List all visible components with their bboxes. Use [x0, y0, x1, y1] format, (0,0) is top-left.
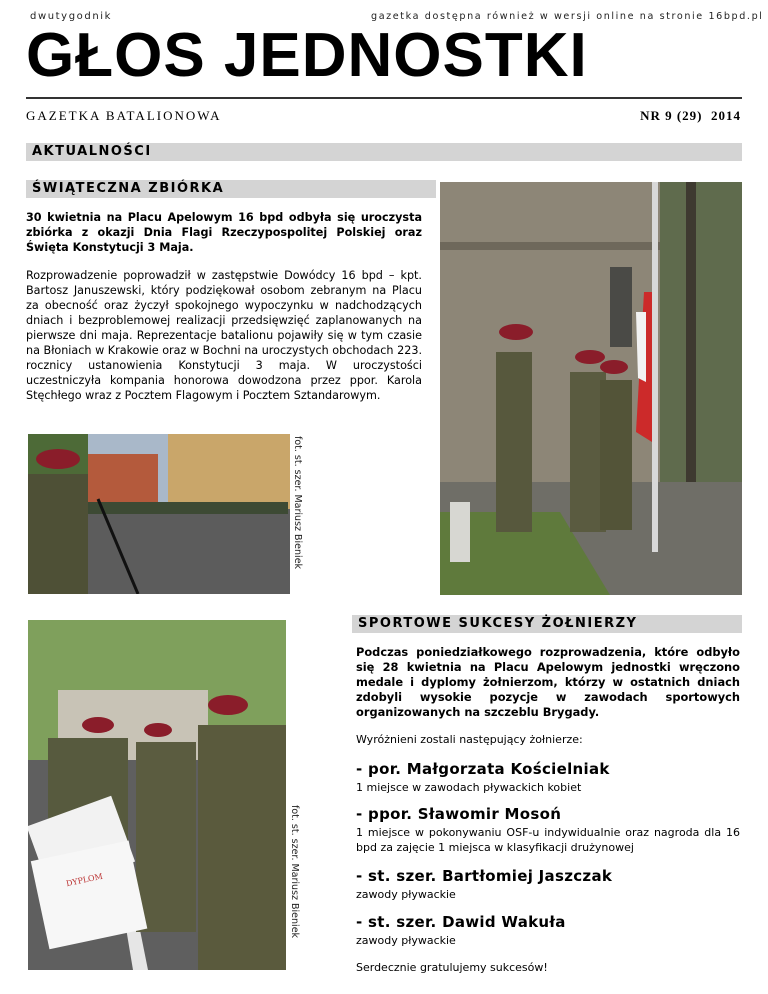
flag-ceremony-photo: [440, 182, 742, 595]
awardees-intro: Wyróżnieni zostali następujący żołnierze:: [356, 733, 583, 746]
article2-photo-credit: fot. st. szer. Mariusz Bieniek: [289, 805, 300, 939]
article1-title: ŚWIĄTECZNA ZBIÓRKA: [26, 180, 436, 198]
awardee-description: 1 miejsce w pokonywaniu OSF-u indywidualnie oraz nagroda dla 16 bpd za zajęcie 1 miejsca w klasyfikacji drużynowej: [356, 826, 740, 854]
frequency-label: dwutygodnik: [30, 11, 113, 22]
awardee-description: zawody pływackie: [356, 934, 456, 947]
awardee-name: - por. Małgorzata Kościelniak: [356, 760, 610, 778]
closing-line: Serdecznie gratulujemy sukcesów!: [356, 961, 548, 974]
awardee-description: zawody pływackie: [356, 888, 456, 901]
issue-number: NR 9 (29) 2014: [640, 108, 741, 123]
newsletter-subtitle: GAZETKA BATALIONOWA: [26, 108, 222, 123]
formation-photo: [28, 434, 290, 594]
article2-title: SPORTOWE SUKCESY ŻOŁNIERZY: [352, 615, 742, 633]
article1-photo-credit: fot. st. szer. Mariusz Bieniek: [292, 436, 303, 570]
article2-lead: Podczas poniedziałkowego rozprowadzenia, które odbyło się 28 kwietnia na Placu Apelowym jednostki wręczono medale i dyplomy żołnierzom, którzy w ostatnich dniach zdobyli wysokie pozycje w zawodach sportowych organizowanych na szczeblu Brygady.: [356, 645, 740, 719]
article1-lead: 30 kwietnia na Placu Apelowym 16 bpd odbyła się uroczysta zbiórka z okazji Dnia Flagi Rzeczypospolitej Polskiej oraz Święta Konstytucji 3 Maja.: [26, 211, 422, 254]
online-note: gazetka dostępna również w wersji online na stronie 16bpd.pl: [371, 11, 764, 22]
masthead-title: GŁOS JEDNOSTKI: [26, 21, 588, 90]
awardee-name: - st. szer. Dawid Wakuła: [356, 913, 566, 931]
diploma-text: DYPLOM: [65, 871, 104, 889]
awardee-name: - ppor. Sławomir Mosoń: [356, 805, 562, 823]
section-heading: AKTUALNOŚCI: [26, 143, 742, 161]
awardee-name: - st. szer. Bartłomiej Jaszczak: [356, 867, 613, 885]
header-rule: [26, 97, 742, 99]
awardee-description: 1 miejsce w zawodach pływackich kobiet: [356, 781, 582, 794]
article1-body: Rozprowadzenie poprowadził w zastępstwie Dowódcy 16 bpd – kpt. Bartosz Januszewski, który podziękował osobom zebranym na Placu za obecność oraz życzył spokojnego wypoczynku w nadchodzących dniach i bezproblemowej realizacji przedsięwzięć zaplanowanych na pierwsze dni maja. Reprezentacje batalionu pojawiły się w tym czasie na Błoniach w Krakowie oraz w Bochni na uroczystych obchodach 223. rocznicy ustanowienia Konstytucji 3 maja. W uroczystości uczestniczyła kompania honorowa dowodzona przez ppor. Karola Stęchłego wraz z Pocztem Flagowym i Pocztem Sztandarowym.: [26, 269, 422, 402]
awards-photo: [28, 620, 286, 970]
